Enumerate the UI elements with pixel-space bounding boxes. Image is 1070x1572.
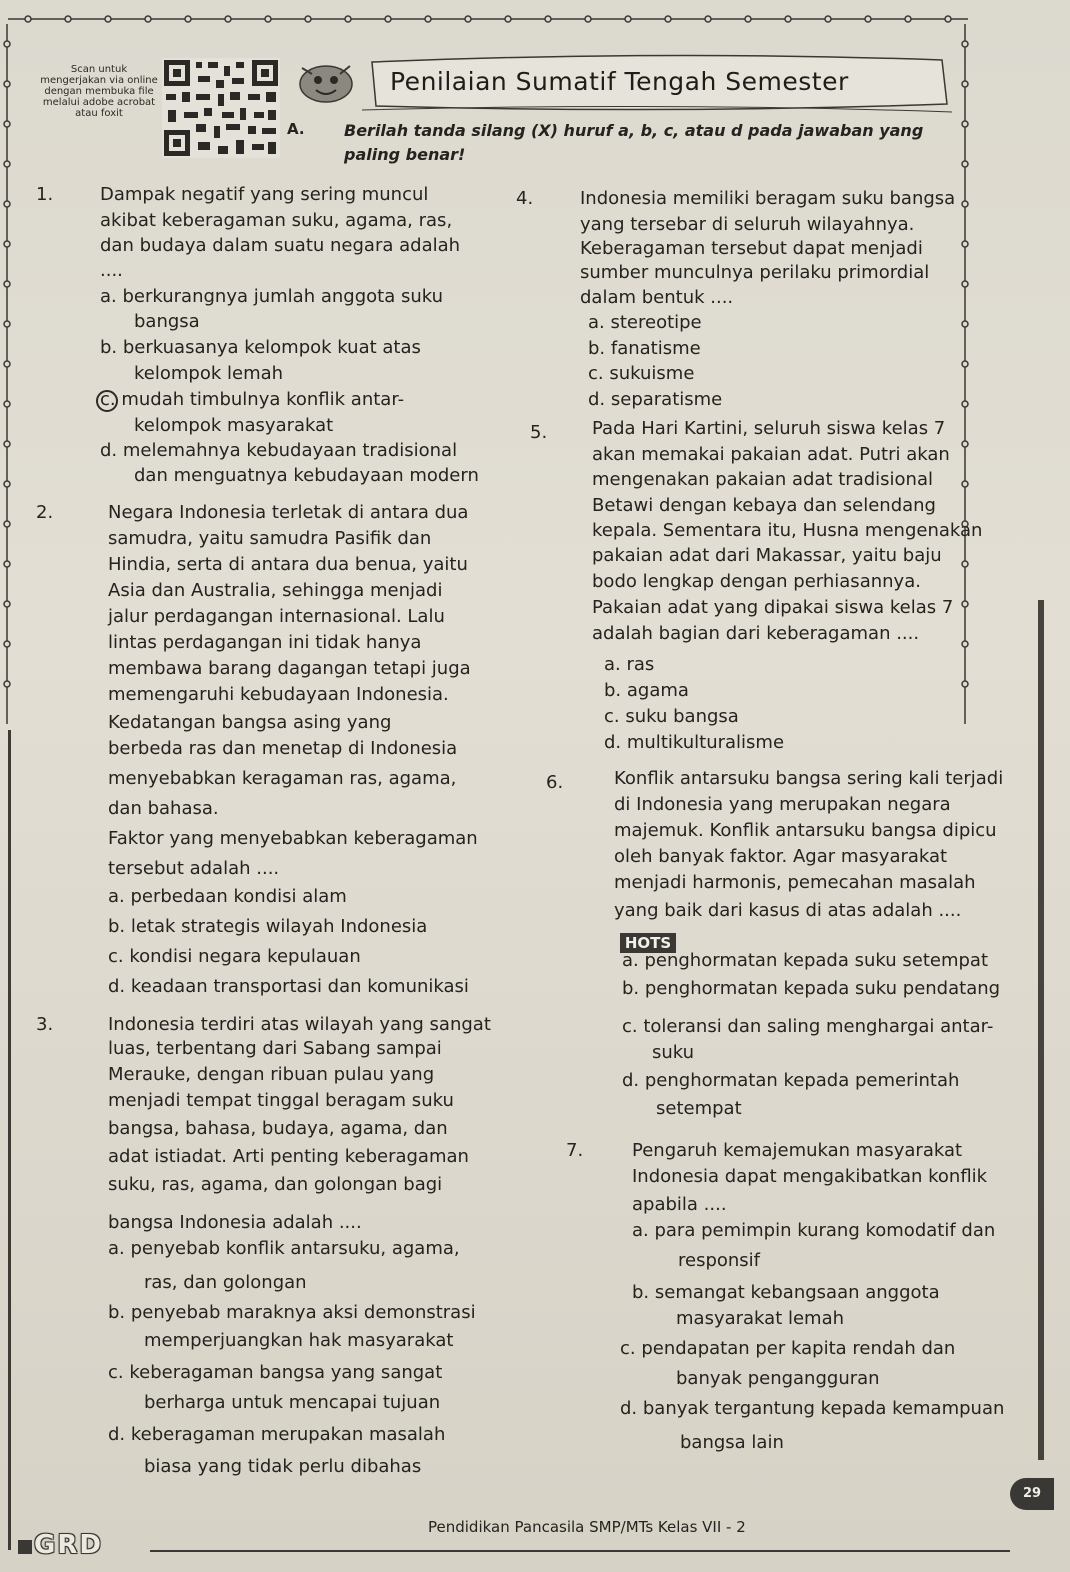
answer-option[interactable]: d. melemahnya kebudayaan tradisional — [100, 440, 458, 461]
answer-option[interactable]: d. multikulturalisme — [604, 732, 785, 753]
answer-option[interactable]: c. kondisi negara kepulauan — [108, 946, 361, 967]
answer-option-continued: dan menguatnya kebudayaan modern — [134, 465, 479, 486]
answer-option[interactable]: d. keberagaman merupakan masalah — [108, 1424, 446, 1445]
question-number: 2. — [36, 502, 54, 523]
question-line: dalam bentuk .... — [580, 287, 734, 308]
answer-option-continued: ras, dan golongan — [144, 1272, 307, 1293]
mascot-illustration-icon — [292, 54, 362, 110]
answer-option-continued: bangsa — [134, 311, 200, 332]
answer-option[interactable]: a. berkurangnya jumlah anggota suku — [100, 286, 444, 307]
question-line: adalah bagian dari keberagaman .... — [592, 623, 920, 644]
chain-border-left — [0, 24, 14, 724]
question-line: akibat keberagaman suku, agama, ras, — [100, 210, 453, 231]
frame-line-right — [1038, 600, 1044, 1460]
question-line: Indonesia memiliki beragam suku bangsa — [580, 188, 956, 209]
answer-option-continued: suku — [652, 1042, 695, 1063]
question-line: .... — [100, 260, 123, 281]
answer-option[interactable]: a. perbedaan kondisi alam — [108, 886, 347, 907]
question-line: Dampak negatif yang sering muncul — [100, 184, 429, 205]
brand-logo: GRD — [34, 1530, 103, 1560]
answer-option-continued: biasa yang tidak perlu dibahas — [144, 1456, 422, 1477]
answer-option[interactable]: b. berkuasanya kelompok kuat atas — [100, 337, 421, 358]
question-line: Pengaruh kemajemukan masyarakat — [632, 1140, 963, 1161]
question-line: sumber munculnya perilaku primordial — [580, 262, 930, 283]
question-line: membawa barang dagangan tetapi juga — [108, 658, 471, 679]
answer-option-continued: masyarakat lemah — [676, 1308, 845, 1329]
question-line: adat istiadat. Arti penting keberagaman — [108, 1146, 469, 1167]
hots-badge: HOTS — [620, 933, 676, 953]
question-line: apabila .... — [632, 1194, 727, 1215]
question-line: dan bahasa. — [108, 798, 219, 819]
chain-border-top — [8, 14, 968, 24]
question-number: 5. — [530, 422, 548, 443]
question-line: Hindia, serta di antara dua benua, yaitu — [108, 554, 468, 575]
question-line: Faktor yang menyebabkan keberagaman — [108, 828, 478, 849]
answer-option-continued: banyak pengangguran — [676, 1368, 880, 1389]
question-line: samudra, yaitu samudra Pasifik dan — [108, 528, 432, 549]
question-line: akan memakai pakaian adat. Putri akan — [592, 444, 950, 465]
answer-option[interactable]: d. banyak tergantung kepada kemampuan — [620, 1398, 1005, 1419]
answer-option-continued: bangsa lain — [680, 1432, 784, 1453]
question-line: memengaruhi kebudayaan Indonesia. — [108, 684, 449, 705]
question-line: tersebut adalah .... — [108, 858, 280, 879]
answer-option[interactable]: a. ras — [604, 654, 655, 675]
frame-line-left — [8, 730, 11, 1550]
brand-square-icon — [18, 1540, 32, 1554]
question-line: jalur perdagangan internasional. Lalu — [108, 606, 445, 627]
section-label: A. — [287, 120, 305, 138]
answer-option[interactable]: c. suku bangsa — [604, 706, 739, 727]
question-line: suku, ras, agama, dan golongan bagi — [108, 1174, 443, 1195]
footer-divider — [150, 1550, 1010, 1552]
answer-option[interactable]: b. semangat kebangsaan anggota — [632, 1282, 940, 1303]
question-number: 4. — [516, 188, 534, 209]
answer-option-continued: kelompok masyarakat — [134, 415, 334, 436]
question-line: Kedatangan bangsa asing yang — [108, 712, 392, 733]
answer-option[interactable]: d. penghormatan kepada pemerintah — [622, 1070, 960, 1091]
answer-option-continued: memperjuangkan hak masyarakat — [144, 1330, 454, 1351]
section-instruction: Berilah tanda silang (X) huruf a, b, c, atau d pada jawaban yang paling benar! — [344, 121, 924, 164]
question-line: luas, terbentang dari Sabang sampai — [108, 1038, 442, 1059]
question-line: Keberagaman tersebut dapat menjadi — [580, 238, 923, 259]
question-line: Merauke, dengan ribuan pulau yang — [108, 1064, 435, 1085]
question-line: bangsa Indonesia adalah .... — [108, 1212, 362, 1233]
answer-option-continued: responsif — [678, 1250, 761, 1271]
question-line: menjadi harmonis, pemecahan masalah — [614, 872, 976, 893]
question-line: bangsa, bahasa, budaya, agama, dan — [108, 1118, 448, 1139]
question-line: Pakaian adat yang dipakai siswa kelas 7 — [592, 597, 954, 618]
question-line: berbeda ras dan menetap di Indonesia — [108, 738, 458, 759]
answer-option[interactable]: d. separatisme — [588, 389, 723, 410]
answer-option-continued: setempat — [656, 1098, 742, 1119]
answer-option[interactable]: c. keberagaman bangsa yang sangat — [108, 1362, 443, 1383]
answer-option[interactable]: b. agama — [604, 680, 689, 701]
answer-option[interactable]: c. pendapatan per kapita rendah dan — [620, 1338, 956, 1359]
question-line: dan budaya dalam suatu negara adalah — [100, 235, 461, 256]
answer-option[interactable]: d. keadaan transportasi dan komunikasi — [108, 976, 469, 997]
answer-option[interactable]: a. penghormatan kepada suku setempat — [622, 950, 989, 971]
answer-option[interactable]: b. penghormatan kepada suku pendatang — [622, 978, 1001, 999]
question-line: Indonesia terdiri atas wilayah yang sangat — [108, 1014, 491, 1035]
page-number: 29 — [1010, 1478, 1054, 1510]
answer-option[interactable]: b. fanatisme — [588, 338, 701, 359]
question-line: kepala. Sementara itu, Husna mengenakan — [592, 520, 983, 541]
question-line: oleh banyak faktor. Agar masyarakat — [614, 846, 948, 867]
question-line: di Indonesia yang merupakan negara — [614, 794, 951, 815]
footer-text: Pendidikan Pancasila SMP/MTs Kelas VII - 2 — [428, 1518, 746, 1536]
question-line: mengenakan pakaian adat tradisional — [592, 469, 933, 490]
answer-option[interactable]: c. sukuisme — [588, 363, 695, 384]
question-line: bodo lengkap dengan perhiasannya. — [592, 571, 921, 592]
question-number: 7. — [566, 1140, 584, 1161]
question-line: majemuk. Konflik antarsuku bangsa dipicu — [614, 820, 997, 841]
question-line: menjadi tempat tinggal beragam suku — [108, 1090, 454, 1111]
question-line: Pada Hari Kartini, seluruh siswa kelas 7 — [592, 418, 946, 439]
question-line: pakaian adat dari Makassar, yaitu baju — [592, 545, 942, 566]
answer-option[interactable]: a. penyebab konflik antarsuku, agama, — [108, 1238, 460, 1259]
answer-option[interactable]: c. mudah timbulnya konflik antar- — [100, 389, 405, 410]
circled-answer-mark — [96, 390, 118, 412]
question-line: menyebabkan keragaman ras, agama, — [108, 768, 457, 789]
answer-option[interactable]: c. toleransi dan saling menghargai antar- — [622, 1016, 994, 1037]
question-line: Negara Indonesia terletak di antara dua — [108, 502, 469, 523]
question-number: 6. — [546, 772, 564, 793]
question-line: Betawi dengan kebaya dan selendang — [592, 495, 936, 516]
question-line: Indonesia dapat mengakibatkan konflik — [632, 1166, 988, 1187]
question-line: Asia dan Australia, sehingga menjadi — [108, 580, 443, 601]
page-title: Penilaian Sumatif Tengah Semester — [390, 67, 849, 96]
scan-instruction: Scan untuk mengerjakan via online dengan membuka file melalui adobe acrobat atau foxit — [40, 64, 158, 119]
qr-code-icon[interactable] — [162, 58, 280, 158]
question-line: yang baik dari kasus di atas adalah .... — [614, 900, 962, 921]
answer-option-continued: kelompok lemah — [134, 363, 284, 384]
answer-option[interactable]: b. letak strategis wilayah Indonesia — [108, 916, 428, 937]
answer-option[interactable]: a. stereotipe — [588, 312, 702, 333]
question-line: Konflik antarsuku bangsa sering kali terjadi — [614, 768, 1004, 789]
question-number: 3. — [36, 1014, 54, 1035]
question-number: 1. — [36, 184, 54, 205]
question-line: lintas perdagangan ini tidak hanya — [108, 632, 422, 653]
question-line: yang tersebar di seluruh wilayahnya. — [580, 214, 915, 235]
answer-option[interactable]: b. penyebab maraknya aksi demonstrasi — [108, 1302, 476, 1323]
answer-option-continued: berharga untuk mencapai tujuan — [144, 1392, 441, 1413]
answer-option[interactable]: a. para pemimpin kurang komodatif dan — [632, 1220, 996, 1241]
